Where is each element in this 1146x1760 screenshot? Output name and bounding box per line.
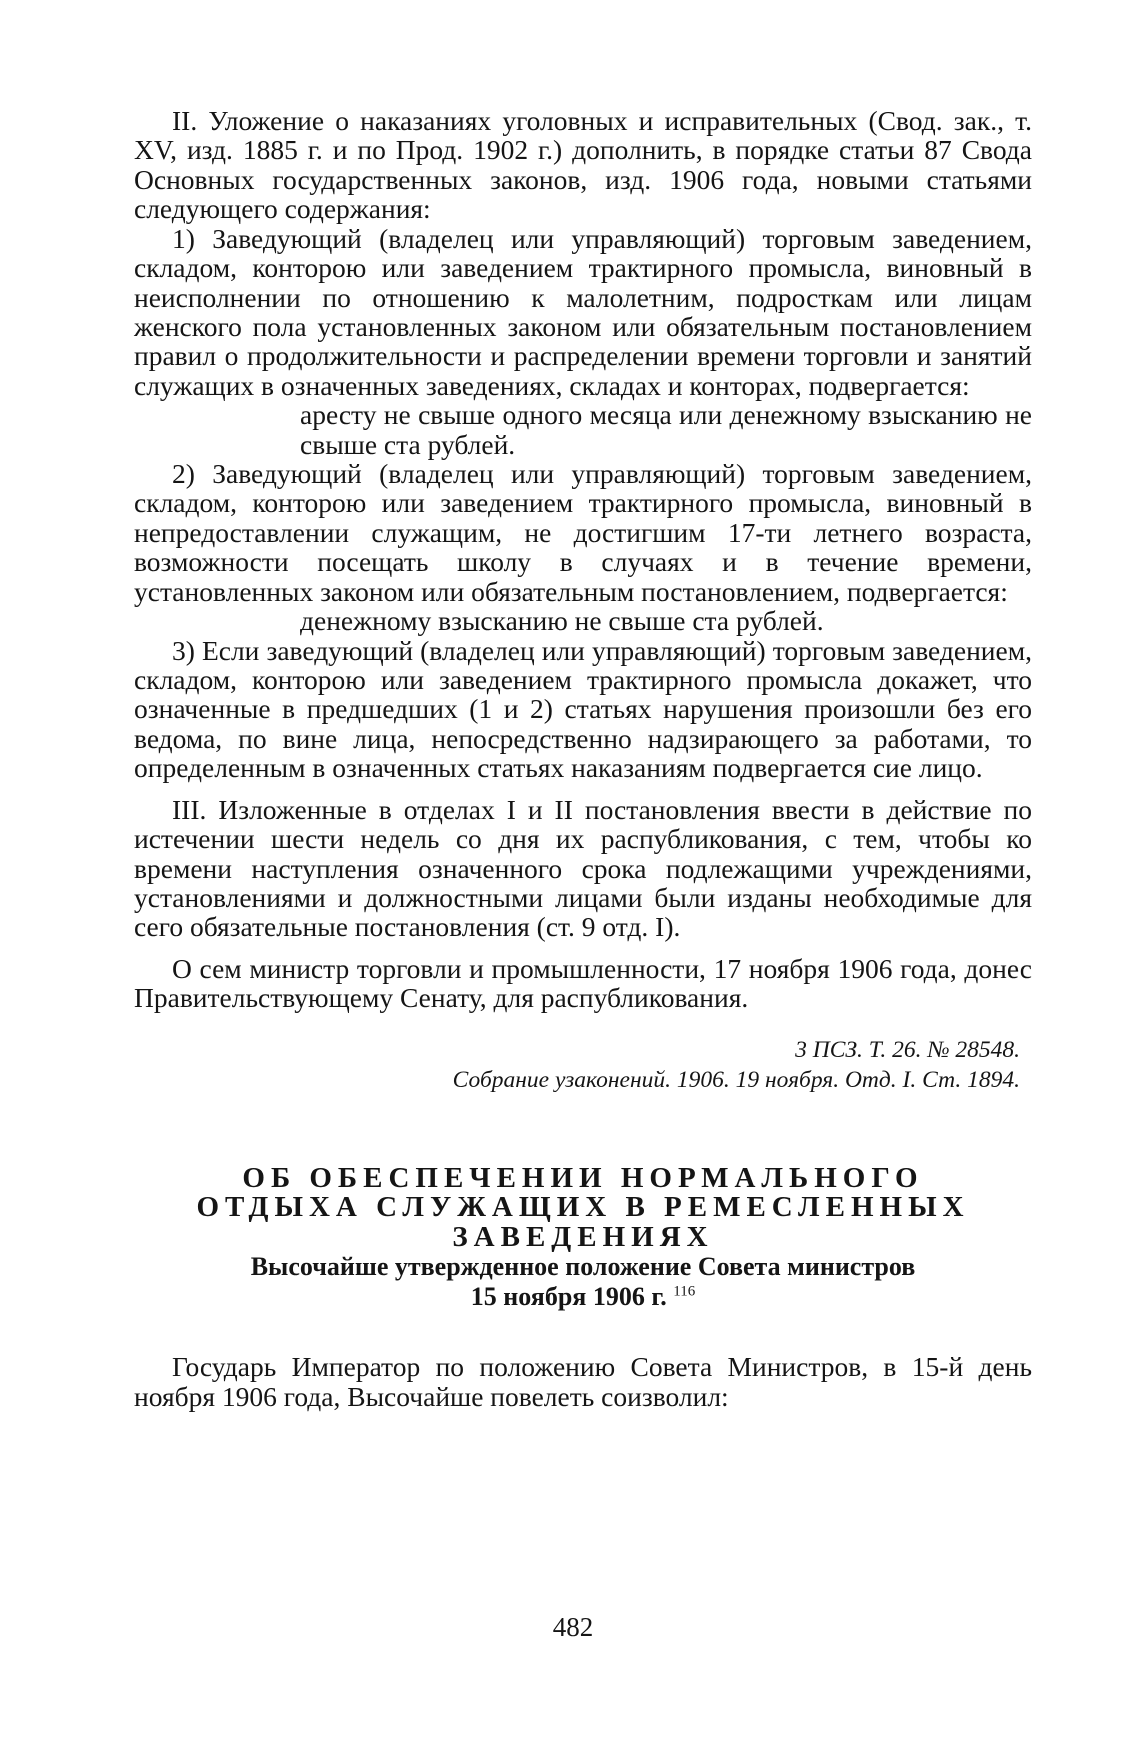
document-page	[134, 106, 1032, 1411]
page-number: 482	[552, 1612, 594, 1642]
citation-line-1: 3 ПСЗ. Т. 26. № 28548.	[795, 1036, 1020, 1063]
article-item-2: 2) Заведующий (владелец или управляющий) торговым заведением, складом, конторою или заведением трактирного промысла, виновный в непредоставлении служащим, не достигшим 17-ти летнего возраста, возможности посещать школу в случаях и в течение времени, установленных законом или обязательным постановлением, подвергается:	[134, 458, 1032, 607]
article-item-3: 3) Если заведующий (владелец или управляющий) торговым заведением, складом, конторою или заведением трактирного промысла докажет, что означенные в предшедших (1 и 2) статьях нарушения произошли без его ведома, по вине лица, непосредственно надзирающего за работами, то определенным в означенных статьях наказаниям подвергается сие лицо.	[134, 634, 1032, 784]
article-item-2-penalty: денежному взысканию не свыше ста рублей.	[300, 605, 824, 637]
citation	[134, 1035, 1032, 1096]
opening-paragraph: Государь Император по положению Совета Министров, в 15-й день ноября 1906 года, Высочайше повелеть соизволил:	[134, 1351, 1032, 1412]
section-subheading	[134, 1252, 1032, 1312]
subheading-line-2	[134, 1282, 1032, 1312]
article-item-1: 1) Заведующий (владелец или управляющий) торговым заведением, складом, конторою или заведением трактирного промысла, виновный в неисполнении по отношению к малолетним, подросткам или лицам женского пола установленных законом или обязательным постановлением правил о продолжительности и распределении времени торговли и занятий служащих в означенных заведениях, складах и конторах, подвергается:	[134, 222, 1032, 401]
section-iii-text: III. Изложенные в отделах I и II постановления ввести в действие по истечении шести недель со дня их распубликования, с тем, чтобы ко времени наступления означенного срока подлежащими учреждениями, установлениями и должностными лицами были изданы необходимые для сего обязательные постановления (ст. 9 отд. I).	[134, 793, 1032, 943]
section-ii-intro: II. Уложение о наказаниях уголовных и исправительных (Свод. зак., т. XV, изд. 1885 г. и по Прод. 1902 г.) дополнить, в порядке статьи 87 Свода Основных государственных законов, изд. 1906 года, новыми статьями следующего содержания:	[134, 105, 1032, 225]
heading-line-1: ОБ ОБЕСПЕЧЕНИИ НОРМАЛЬНОГО	[242, 1161, 924, 1194]
section-heading	[134, 1161, 1032, 1253]
closing-paragraph: О сем министр торговли и промышленности, 17 ноября 1906 года, донес Правительствующему Сенату, для распубликования.	[134, 952, 1032, 1014]
citation-line-2: Собрание узаконений. 1906. 19 ноября. Отд. I. Ст. 1894.	[452, 1067, 1020, 1094]
footnote-ref: 116	[673, 1283, 696, 1300]
heading-line-3: ЗАВЕДЕНИЯХ	[452, 1220, 714, 1253]
subheading-line-1: Высочайше утвержденное положение Совета министров	[250, 1252, 916, 1282]
article-item-1-penalty: аресту не свыше одного месяца или денежному взысканию не свыше ста рублей.	[300, 399, 1032, 460]
heading-line-2: ОТДЫХА СЛУЖАЩИХ В РЕМЕСЛЕННЫХ	[196, 1191, 970, 1224]
subheading-date: 15 ноября 1906 г.	[470, 1282, 667, 1312]
